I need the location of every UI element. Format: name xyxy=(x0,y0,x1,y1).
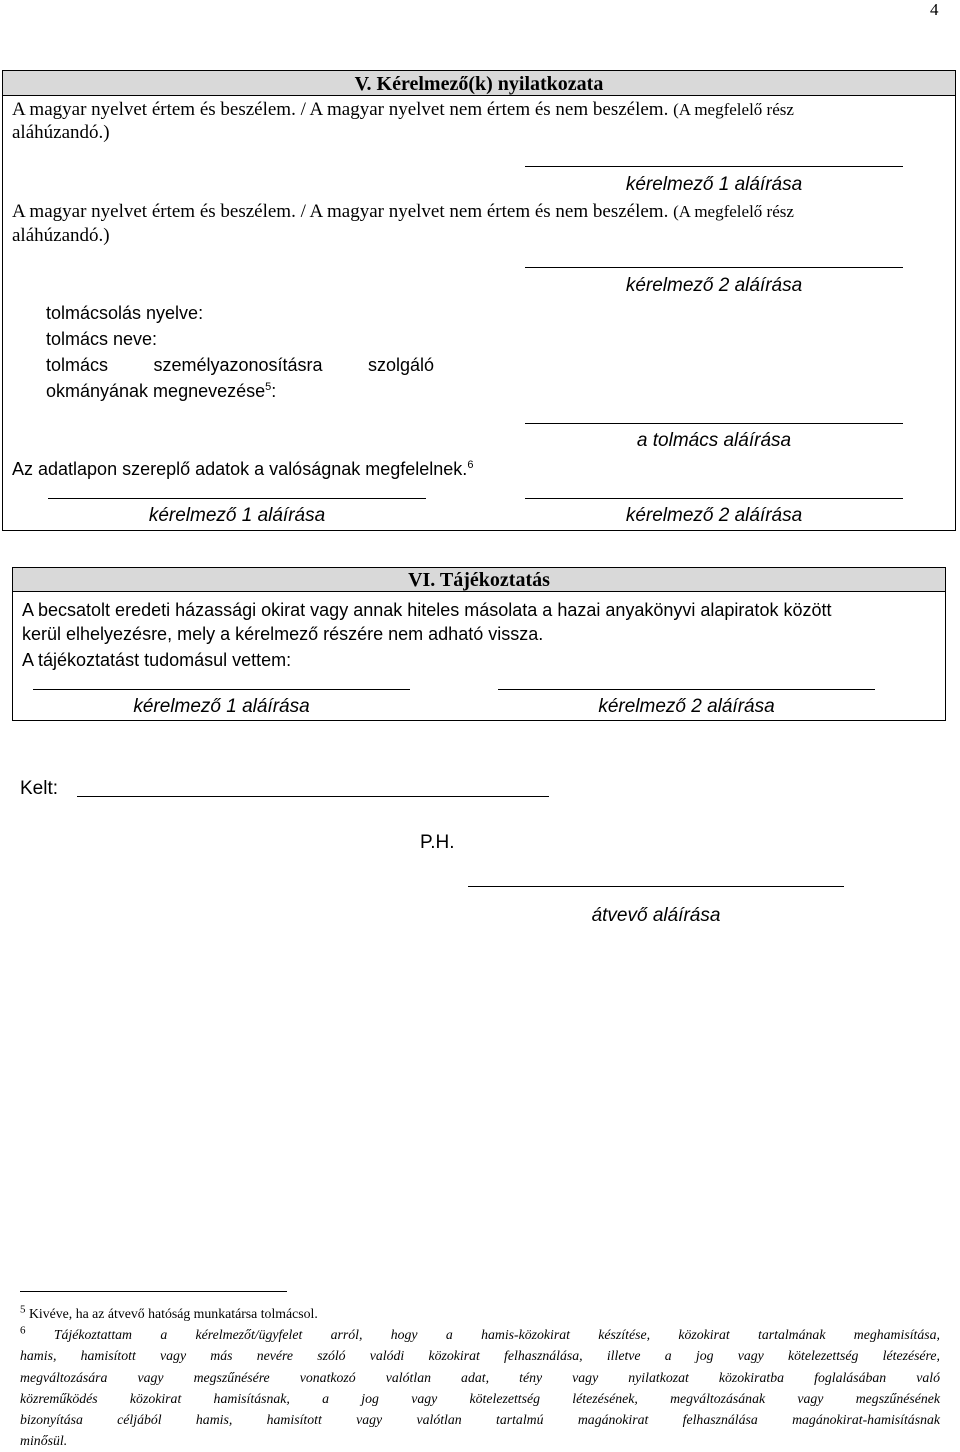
information-text-line2: kerül elhelyezésre, mely a kérelmező részére nem adható vissza. xyxy=(22,624,544,644)
footnote-ref-5[interactable]: 5 xyxy=(265,381,272,393)
interpreter-name-label: tolmács neve: xyxy=(46,329,158,349)
signature-label-final-applicant1: kérelmező 1 aláírása xyxy=(148,505,326,526)
signature-label-applicant1: kérelmező 1 aláírása xyxy=(625,174,803,195)
footnote-separator xyxy=(20,1291,287,1292)
interpreter-document-label-line1: tolmács személyazonosításra szolgáló xyxy=(46,355,434,375)
date-label: Kelt: xyxy=(20,778,59,799)
signature-label-receiver: átvevő aláírása xyxy=(591,905,721,926)
seal-placeholder: P.H. xyxy=(420,832,455,853)
date-input-line[interactable] xyxy=(77,796,549,797)
signature-line-final-applicant2 xyxy=(525,498,903,499)
acknowledgement-label: A tájékoztatást tudomásul vettem: xyxy=(22,650,292,670)
information-text-line1: A becsatolt eredeti házassági okirat vagy annak hiteles másolata a hazai anyakönyvi alapiratok között xyxy=(22,600,832,620)
signature-line-interpreter xyxy=(525,423,903,424)
language-statement-2[interactable]: A magyar nyelvet értem és beszélem. / A magyar nyelvet nem értem és nem beszélem. (A megfelelő rész xyxy=(12,201,794,222)
truth-statement: Az adatlapon szereplő adatok a valóságnak megfelelnek.$^6$ xyxy=(12,459,474,479)
footnote-6: $^6$ Tájékoztattam a kérelmezőt/ügyfelet arról, hogy a hamis-közokirat készítése, közokirat tartalmának meghamisítása, hamis, hamisított vagy más nevére szóló valódi közokirat felhasználása, illetve a jog vagy kötelezettség létezésére, megváltozására vagy megszűnésére vonatkozó valótlan adat, tény vagy nyilatkozat közokiratba foglalásában való közreműködés közokirat hamisításnak, a jog vagy kötelezettség létezésének, megváltozásának vagy megszűnésének bizonyítása céljából hamis, hamisított vagy valótlan tartalmú magánokirat felhasználása magánokirat-hamisításnak minősül. xyxy=(20,1324,940,1449)
signature-label-info-applicant2: kérelmező 2 aláírása xyxy=(598,696,775,717)
signature-line-final-applicant1 xyxy=(48,498,426,499)
signature-line-info-applicant1 xyxy=(33,689,410,690)
footnote-ref-6[interactable]: 6 xyxy=(467,459,474,471)
signature-line-applicant1 xyxy=(525,166,903,167)
signature-line-receiver xyxy=(468,886,844,887)
language-statement-1[interactable]: A magyar nyelvet értem és beszélem. / A magyar nyelvet nem értem és nem beszélem. (A megfelelő rész xyxy=(12,99,794,120)
page-number: 4 xyxy=(930,0,939,19)
underline-note-1: aláhúzandó.) xyxy=(12,122,110,143)
interpreter-language-label: tolmácsolás nyelve: xyxy=(46,303,204,323)
signature-label-final-applicant2: kérelmező 2 aláírása xyxy=(625,505,803,526)
signature-label-info-applicant1: kérelmező 1 aláírása xyxy=(133,696,310,717)
section-title-declaration: V. Kérelmező(k) nyilatkozata xyxy=(2,70,956,96)
signature-label-interpreter: a tolmács aláírása xyxy=(636,430,792,451)
footnote-5: $^5$ Kivéve, ha az átvevő hatóság munkatársa tolmácsol. xyxy=(20,1303,318,1321)
signature-label-applicant2: kérelmező 2 aláírása xyxy=(625,275,803,296)
underline-note-2: aláhúzandó.) xyxy=(12,225,110,246)
interpreter-document-label-line2: okmányának megnevezése$^5$: xyxy=(46,381,277,401)
signature-line-info-applicant2 xyxy=(498,689,875,690)
signature-line-applicant2 xyxy=(525,267,903,268)
section-title-information: VI. Tájékoztatás xyxy=(12,567,946,592)
